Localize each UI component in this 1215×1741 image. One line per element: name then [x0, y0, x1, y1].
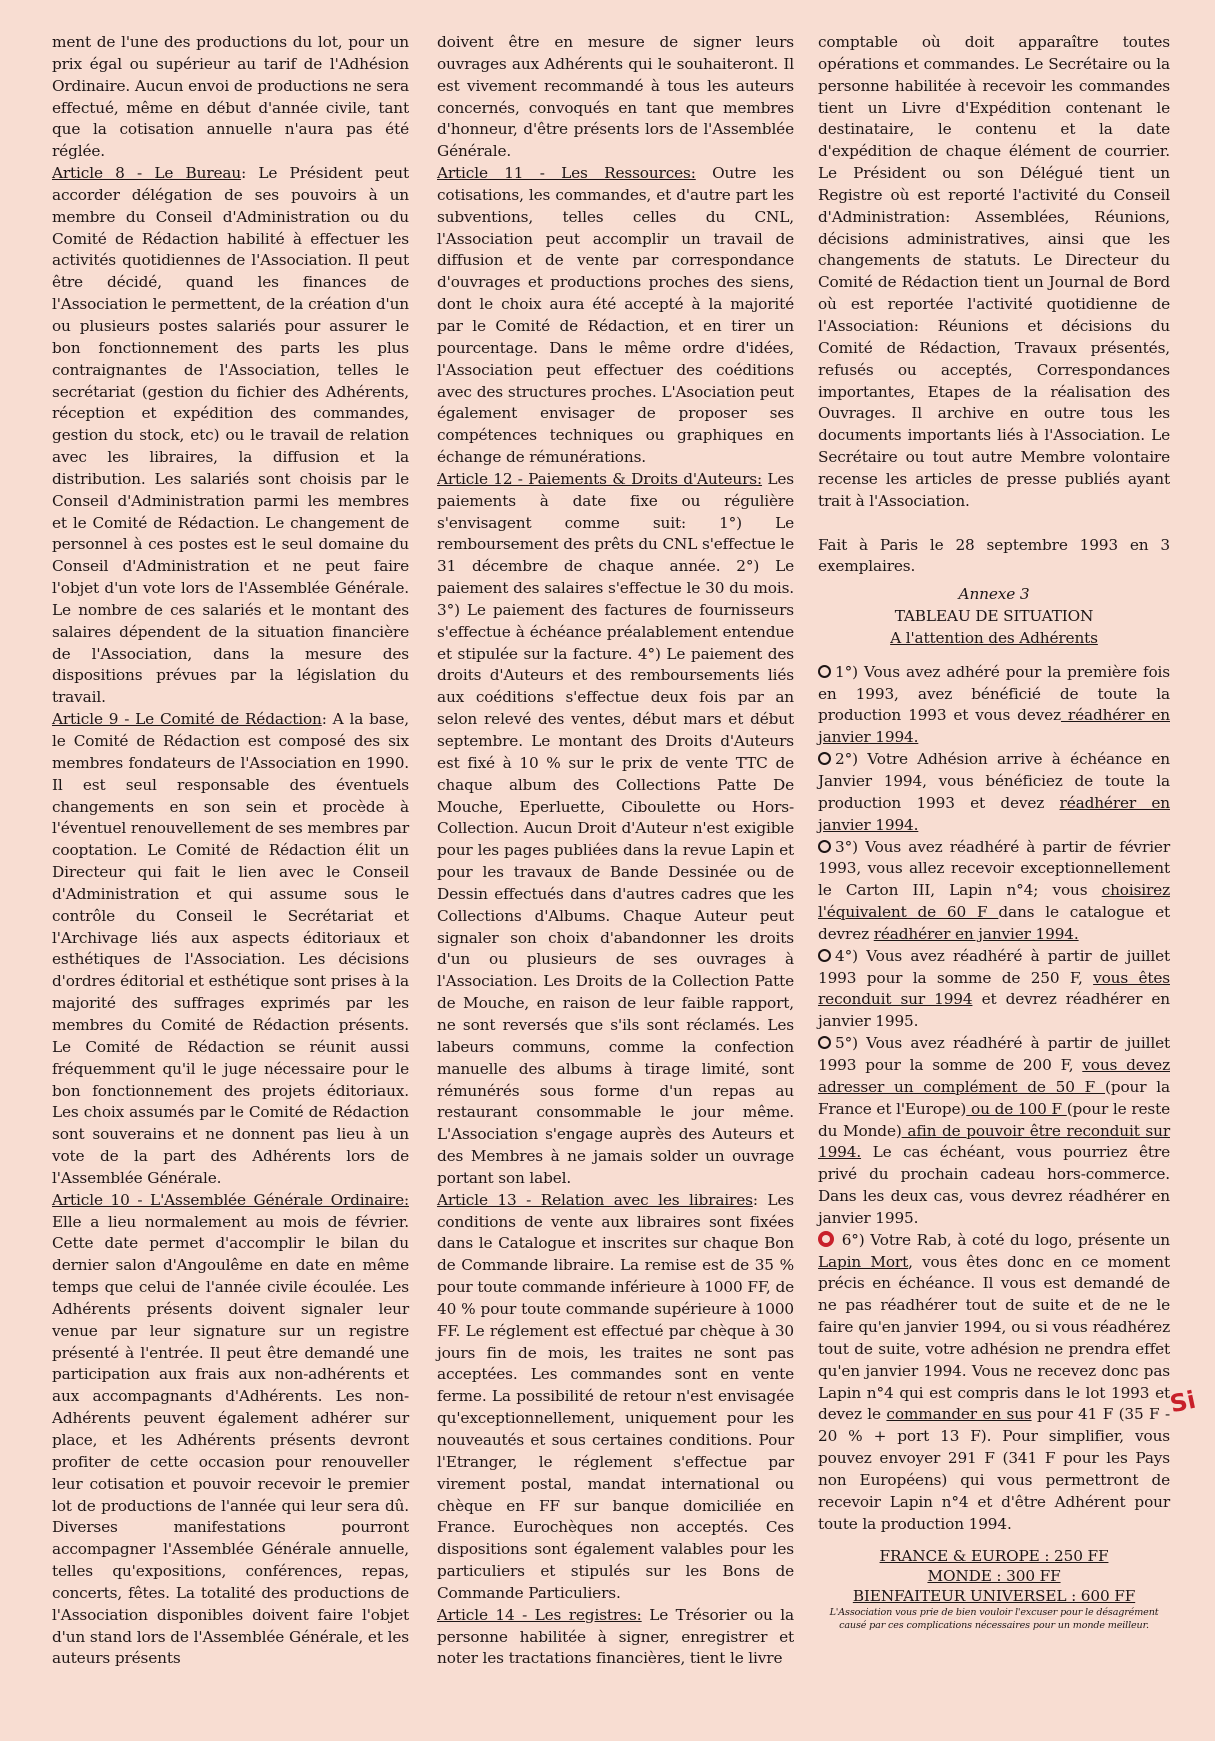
situation-item-5: 5°) Vous avez réadhéré à partir de juillet 1993 pour la somme de 200 F, vous devez adresser un complément de 50 F (pour la France et l'Europe) ou de 100 F (pour le reste du Monde) afin de pouvoir être reconduit sur 1994. Le cas échéant, vous pourriez être privé du prochain cadeau hors-commerce. Dans les deux cas, vous devrez réadhérer en janvier 1995. — [818, 1034, 1171, 1227]
article-10-text: Elle a lieu normalement au mois de février. Cette date permet d'accomplir le bilan du dernier salon d'Angoulême en date en même temps que celui de l'année civile écoulée. Les Adhérents présents doivent signaler leur venue par leur signature sur un registre présenté à l'entrée. Il peut être demandé une participation aux frais aux non-adhérents et aux accompagnants d'Adhérents. Les non-Adhérents peuvent également adhérer sur place, et les Adhérents présents devront profiter de cette occasion pour renouveller leur cotisation et pouvoir recevoir le premier lot de productions de l'année qui leur sera dû. Diverses manifestations pourront accompagner l'Assemblée Générale annuelle, telles qu'expositions, conférences, repas, concerts, fêtes. La totalité des productions de l'Association disponibles doivent faire l'objet d'un stand lors de l'Assemblée Générale, et les auteurs présents — [52, 1212, 409, 1668]
article-8 — [52, 163, 409, 709]
article-11-text: Outre les cotisations, les commandes, et d'autre part les subventions, telles celles du CNL, l'Association peut accomplir un travail de diffusion et de vente par correspondance d'ouvrages et productions proches des siens, dont le choix aura été accepté à la majorité par le Comité de Rédaction, et en tirer un pourcentage. Dans le même ordre d'idées, l'Association peut effectuer des coéditions avec des structures proches. L'Asociation peut également envisager de proposer ses compétences techniques ou graphiques en échange de rémunérations. — [437, 164, 794, 467]
price-france-europe: FRANCE & EUROPE : 250 FF — [879, 1546, 1109, 1565]
column-middle — [437, 32, 794, 1670]
table-subtitle: A l'attention des Adhérents — [890, 628, 1098, 647]
situation-item-6: 6°) Votre Rab, à coté du logo, présente un Lapin Mort, vous êtes donc en ce moment précis en échéance. Il vous est demandé de ne pas réadhérer tout de suite et de ne le faire qu'en janvier 1994, ou si vous réadhérez tout de suite, votre adhésion ne prendra effet qu'en janvier 1994. Vous ne recevez donc pas Lapin n°4 qui est compris dans le lot 1993 et devez le commander en sus pour 41 F (35 F - 20 % + port 13 F). Pour simplifier, vous pouvez envoyer 291 F (341 F pour les Pays non Européens) qui vous permettront de recevoir Lapin n°4 et d'être Adhérent pour toute la production 1994. — [818, 1230, 1170, 1533]
circle-icon — [818, 1036, 831, 1049]
article-12-text: Les paiements à date fixe ou régulière s'envisagent comme suit: 1°) Le remboursement des prêts du CNL s'effectue le 31 décembre de chaque année. 2°) Le paiement des salaires s'effectue le 30 du mois. 3°) Le paiement des factures de fournisseurs s'effectue à échéance préalablement entendue et stipulée sur la facture. 4°) Le paiement des droits d'Auteurs et des remboursements liés aux coéditions s'effectue deux fois par an selon relevé des ventes, début mars et début septembre. Le montant des Droits d'Auteurs est fixé à 10 % sur le prix de vente TTC de chaque album des Collections Patte De Mouche, Eperluette, Ciboulette ou Hors-Collection. Aucun Droit d'Auteur n'est exigible pour les pages publiées dans la revue Lapin et pour les travaux de Bande Dessinée ou de Dessin effectués dans d'autres cadres que les Collections d'Albums. Chaque Auteur peut signaler son choix d'abandonner les droits d'un ou plusieurs de ses ouvrages à l'Association. Les Droits de la Collection Patte de Mouche, en raison de leur faible rapport, ne sont reversés que s'ils sont réclamés. Les labeurs communs, comme la confection manuelle des albums à tirage limité, sont rémunérés sous forme d'un repas au restaurant consommable le jour même. L'Association s'engage auprès des Auteurs et des Membres à ne jamais solder un ouvrage portant son label. — [437, 469, 794, 1187]
circle-icon — [818, 949, 831, 962]
paragraph-continuation: comptable où doit apparaître toutes opérations et commandes. Le Secrétaire ou la personne habilitée à recevoir les commandes tient un Livre d'Expédition contenant le destinataire, le contenu et la date d'expédition de chaque élément de courrier. Le Président ou son Délégué tient un Registre où est reporté l'activité du Conseil d'Administration: Assemblées, Réunions, décisions administratives, ainsi que les changements de statuts. Le Directeur du Comité de Rédaction tient un Journal de Bord où est reportée l'activité quotidienne de l'Association: Réunions et décisions du Comité de Rédaction, Travaux présentés, refusés ou acceptés, Correspondances importantes, Etapes de la réalisation des Ouvrages. Il archive en outre tous les documents importants liés à l'Association. Le Secrétaire ou tout autre Membre volontaire recense les articles de presse publiés ayant trait à l'Association. — [818, 33, 1170, 510]
article-13-title: Article 13 - Relation avec les libraires — [437, 1190, 753, 1209]
footnote: L'Association vous prie de bien vouloir l'excuser pour le désagrément causé par ces complications nécessaires pour un monde meilleur. — [829, 1606, 1159, 1631]
situation-item-3: 3°) Vous avez réadhéré à partir de février 1993, vous allez recevoir exceptionnellement le Carton III, Lapin n°4; vous choisirez l'équivalent de 60 F dans le catalogue et devrez réadhérer en janvier 1994. — [818, 837, 1170, 943]
handwritten-mark: Si — [1167, 1385, 1199, 1419]
column-left — [52, 32, 409, 1670]
table-title: TABLEAU DE SITUATION — [894, 607, 1094, 626]
article-11-title: Article 11 - Les Ressources: — [437, 164, 696, 183]
article-10 — [52, 1190, 409, 1671]
article-9-title: Article 9 - Le Comité de Rédaction — [52, 710, 322, 729]
situation-item-2: 2°) Votre Adhésion arrive à échéance en Janvier 1994, vous bénéficiez de toute la production 1993 et devez réadhérer en janvier 1994. — [818, 750, 1170, 834]
article-14-text: Le Trésorier ou la personne habilitée à signer, enregistrer et noter les tractations financières, tient le livre — [437, 1605, 794, 1668]
article-12-title: Article 12 - Paiements & Droits d'Auteurs: — [437, 469, 763, 488]
article-11 — [437, 163, 794, 469]
article-14-title: Article 14 - Les registres: — [437, 1605, 642, 1624]
price-bienfaiteur: BIENFAITEUR UNIVERSEL : 600 FF — [852, 1586, 1136, 1605]
article-9-text: : A la base, le Comité de Rédaction est composé des six membres fondateurs de l'Association en 1990. Il est seul responsable des éventuels changements en son sein et procède à l'éventuel renouvellement de ses membres par cooptation. Le Comité de Rédaction élit un Directeur qui fait le lien avec le Conseil d'Administration et qui assume sous le contrôle du Conseil le Secrétariat et l'Archivage liés aux aspects éditoriaux et esthétiques de l'Association. Les décisions d'ordres éditorial et esthétique sont prises à la majorité des suffrages exprimés par les membres du Comité de Rédaction présents. Le Comité de Rédaction se réunit aussi fréquemment qu'il le juge nécessaire pour le bon fonctionnement des projets éditoriaux. Les choix assumés par le Comité de Rédaction sont souverains et ne donnent pas lieu à un vote de la part des Adhérents lors de l'Assemblée Générale. — [52, 710, 409, 1187]
circle-icon — [818, 840, 831, 853]
article-13-text: : Les conditions de vente aux libraires sont fixées dans le Catalogue et inscrites sur chaque Bon de Commande libraire. La remise est de 35 % pour toute commande inférieure à 1000 FF, de 40 % pour toute commande supérieure à 1000 FF. Le réglement est effectué par chèque à 30 jours fin de mois, les traites ne sont pas acceptées. Les commandes sont en vente ferme. La possibilité de retour n'est envisagée qu'exceptionnellement, uniquement pour les nouveautés et sous certaines conditions. Pour l'Etranger, le réglement s'effectue par virement postal, mandat international ou chèque en FF sur banque domiciliée en France. Eurochèques non acceptés. Ces dispositions sont également valables pour les particuliers et stipulés sur les Bons de Commande Particuliers. — [437, 1190, 794, 1602]
circle-icon — [818, 752, 831, 765]
dead-rabbit-icon — [818, 1231, 834, 1247]
paragraph-continuation: doivent être en mesure de signer leurs ouvrages aux Adhérents qui le souhaiteront. Il est vivement recommandé à tous les auteurs concernés, convoqués en tant que membres d'honneur, d'être présents lors de l'Assemblée Générale. — [437, 33, 794, 161]
article-12 — [437, 469, 794, 1190]
situation-item-4: 4°) Vous avez réadhéré à partir de juillet 1993 pour la somme de 250 F, vous êtes reconduit sur 1994 et devrez réadhérer en janvier 1995. — [818, 946, 1170, 1031]
article-13 — [437, 1190, 794, 1605]
column-right — [818, 32, 1170, 1632]
article-14 — [437, 1605, 794, 1671]
paragraph-continuation: ment de l'une des productions du lot, pour un prix égal ou supérieur au tarif de l'Adhésion Ordinaire. Aucun envoi de productions ne sera effectué, même en début d'année civile, tant que la cotisation annuelle n'aura pas été réglée. — [52, 33, 409, 161]
circle-icon — [818, 665, 831, 678]
article-8-text: : Le Président peut accorder délégation de ses pouvoirs à un membre du Conseil d'Administration ou du Comité de Rédaction habilité à effectuer les activités quotidiennes de l'Association. Il peut être décidé, quand les finances de l'Association le permettent, de la création d'un ou plusieurs postes salariés pour assurer le bon fonctionnement des parts les plus contraignantes de l'Association, telles le secrétariat (gestion du fichier des Adhérents, réception et expédition des commandes, gestion du stock, etc) ou le travail de relation avec les libraires, la diffusion et la distribution. Les salariés sont choisis par le Conseil d'Administration parmi les membres et le Comité de Rédaction. Le changement de personnel à ces postes est le seul domaine du Conseil d'Administration et ne peut faire l'objet d'un vote lors de l'Assemblée Générale. Le nombre de ces salariés et le montant des salaires dépendent de la situation financière de l'Association, dans la mesure des dispositions prévues par la législation du travail. — [52, 164, 409, 707]
article-9 — [52, 709, 409, 1190]
price-monde: MONDE : 300 FF — [927, 1566, 1061, 1585]
article-8-title: Article 8 - Le Bureau — [52, 164, 242, 183]
signature-line: Fait à Paris le 28 septembre 1993 en 3 exemplaires. — [818, 535, 1170, 576]
annex-label: Annexe 3 — [958, 585, 1030, 604]
situation-item-1: 1°) Vous avez adhéré pour la première fois en 1993, avez bénéficié de toute la production 1993 et vous devez réadhérer en janvier 1994. — [818, 662, 1170, 747]
article-10-title: Article 10 - L'Assemblée Générale Ordinaire: — [52, 1190, 409, 1209]
